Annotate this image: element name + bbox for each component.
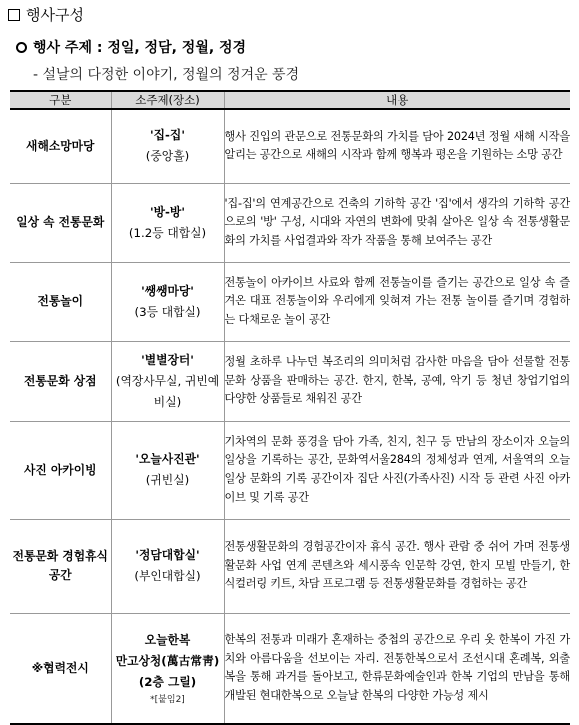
row-subtopic: [111, 613, 224, 724]
row-category: 전통놀이: [10, 262, 111, 341]
subtopic-name: '별별장터': [141, 352, 194, 367]
theme-label: 행사 주제 : 정일, 정담, 정월, 정경: [33, 40, 247, 56]
row-category: 전통문화 상점: [10, 341, 111, 421]
subtopic-name: '방-방': [150, 204, 185, 219]
row-subtopic: [111, 421, 224, 519]
row-content: 기차역의 문화 풍경을 담아 가족, 친지, 친구 등 만남의 장소이자 오늘의 일상을 기록하는 공간, 문화역서울284의 정체성과 연계, 서울역의 오늘 일상 문화의 기록 공간이자 집단 사진(가족사진) 시작 등 관련 사진 아카이브 및 기록 공간: [224, 421, 570, 519]
subtopic-place: (귀빈실): [145, 473, 190, 487]
row-category: ※협력전시: [10, 613, 111, 724]
table-row: [10, 421, 570, 519]
row-content: 한복의 전통과 미래가 혼재하는 중첩의 공간으로 우리 옷 한복이 가진 가치와 아름다움을 선보이는 자리. 전통한복으로서 조선시대 혼례복, 외출복을 통해 과거를 돌아보고, 한류문화예술인과 한복 기업의 만남을 통해 개발된 현대한복으로 오늘날 한복의 다양한 가능성 제시: [224, 613, 570, 724]
row-content: 전통놀이 아카이브 사료와 함께 전통놀이를 즐기는 공간으로 일상 속 즐겨온 대표 전통놀이와 우리에게 잊혀져 가는 전통 놀이를 즐기며 경험하는 다채로운 놀이 공간: [224, 262, 570, 341]
theme-heading: [16, 37, 246, 57]
row-subtopic: [111, 341, 224, 421]
circle-bullet-icon: [16, 42, 27, 53]
subtopic-name: '집-집': [150, 128, 185, 143]
subtopic-place: (중앙홀): [145, 149, 190, 164]
row-category: 일상 속 전통문화: [10, 183, 111, 262]
table-header-row: [10, 91, 570, 109]
row-subtopic: [111, 109, 224, 183]
subtopic-name: 오늘한복: [144, 632, 191, 647]
subtopic-name: '오늘사진관': [135, 452, 200, 466]
event-table: [10, 90, 570, 725]
header-category: 구분: [10, 91, 111, 109]
section-title: [8, 4, 84, 26]
subtopic-extra: 만고상청(萬古常靑): [115, 653, 220, 668]
subtopic-place: (3등 대합실): [134, 304, 201, 319]
subtopic-name: '정담대합실': [135, 548, 200, 562]
row-category: 전통문화 경험휴식공간: [10, 519, 111, 613]
row-content: '집-집'의 연계공간으로 건축의 기하학 공간 '집'에서 생각의 기하학 공간으로의 '방' 구성, 시대와 자연의 변화에 맞춰 살아온 일상 속 전통생활문화의 가치를 사업결과와 작가 작품을 통해 보여주는 공간: [224, 183, 570, 262]
subtopic-place: (2층 그릴): [138, 674, 197, 689]
table-row: [10, 109, 570, 183]
row-category: 사진 아카이빙: [10, 421, 111, 519]
row-subtopic: [111, 519, 224, 613]
subtopic-name: '쌩쌩마당': [141, 283, 194, 298]
row-content: 정월 초하루 나누던 복조리의 의미처럼 감사한 마음을 담아 선물할 전통문화 상품을 판매하는 공간. 한지, 한복, 공예, 악기 등 청년 창업기업의 다양한 상품들로 채워진 공간: [224, 341, 570, 421]
row-subtopic: [111, 183, 224, 262]
table-row: [10, 183, 570, 262]
row-subtopic: [111, 262, 224, 341]
table-row: [10, 519, 570, 613]
table-row: [10, 341, 570, 421]
subtopic-place: (부인대합실): [134, 569, 201, 583]
row-category: 새해소망마당: [10, 109, 111, 183]
row-content: 전통생활문화의 경험공간이자 휴식 공간. 행사 관람 중 쉬어 가며 전통생활문화 사업 연계 콘텐츠와 세시풍속 인문학 강연, 한지 모빌 만들기, 한식컬러링 키트, 차담 프로그램 등 전통생활문화를 경험하는 공간: [224, 519, 570, 613]
theme-subtitle: - 설날의 다정한 이야기, 정월의 정겨운 풍경: [33, 67, 300, 83]
header-content: 내용: [224, 91, 570, 109]
header-subtopic: 소주제(장소): [111, 91, 224, 109]
section-title-text: 행사구성: [26, 6, 84, 24]
table-row: [10, 262, 570, 341]
subtopic-place: (1.2등 대합실): [128, 225, 207, 240]
row-content: 행사 진입의 관문으로 전통문화의 가치를 담아 2024년 정월 새해 시작을 알리는 공간으로 새해의 시작과 함께 행복과 평온을 기원하는 소망 공간: [224, 109, 570, 183]
table-row: [10, 613, 570, 724]
subtopic-place: (역장사무실, 귀빈예비실): [115, 373, 220, 409]
checkbox-icon: [8, 9, 20, 21]
attachment-note: *[붙임2]: [150, 694, 185, 705]
